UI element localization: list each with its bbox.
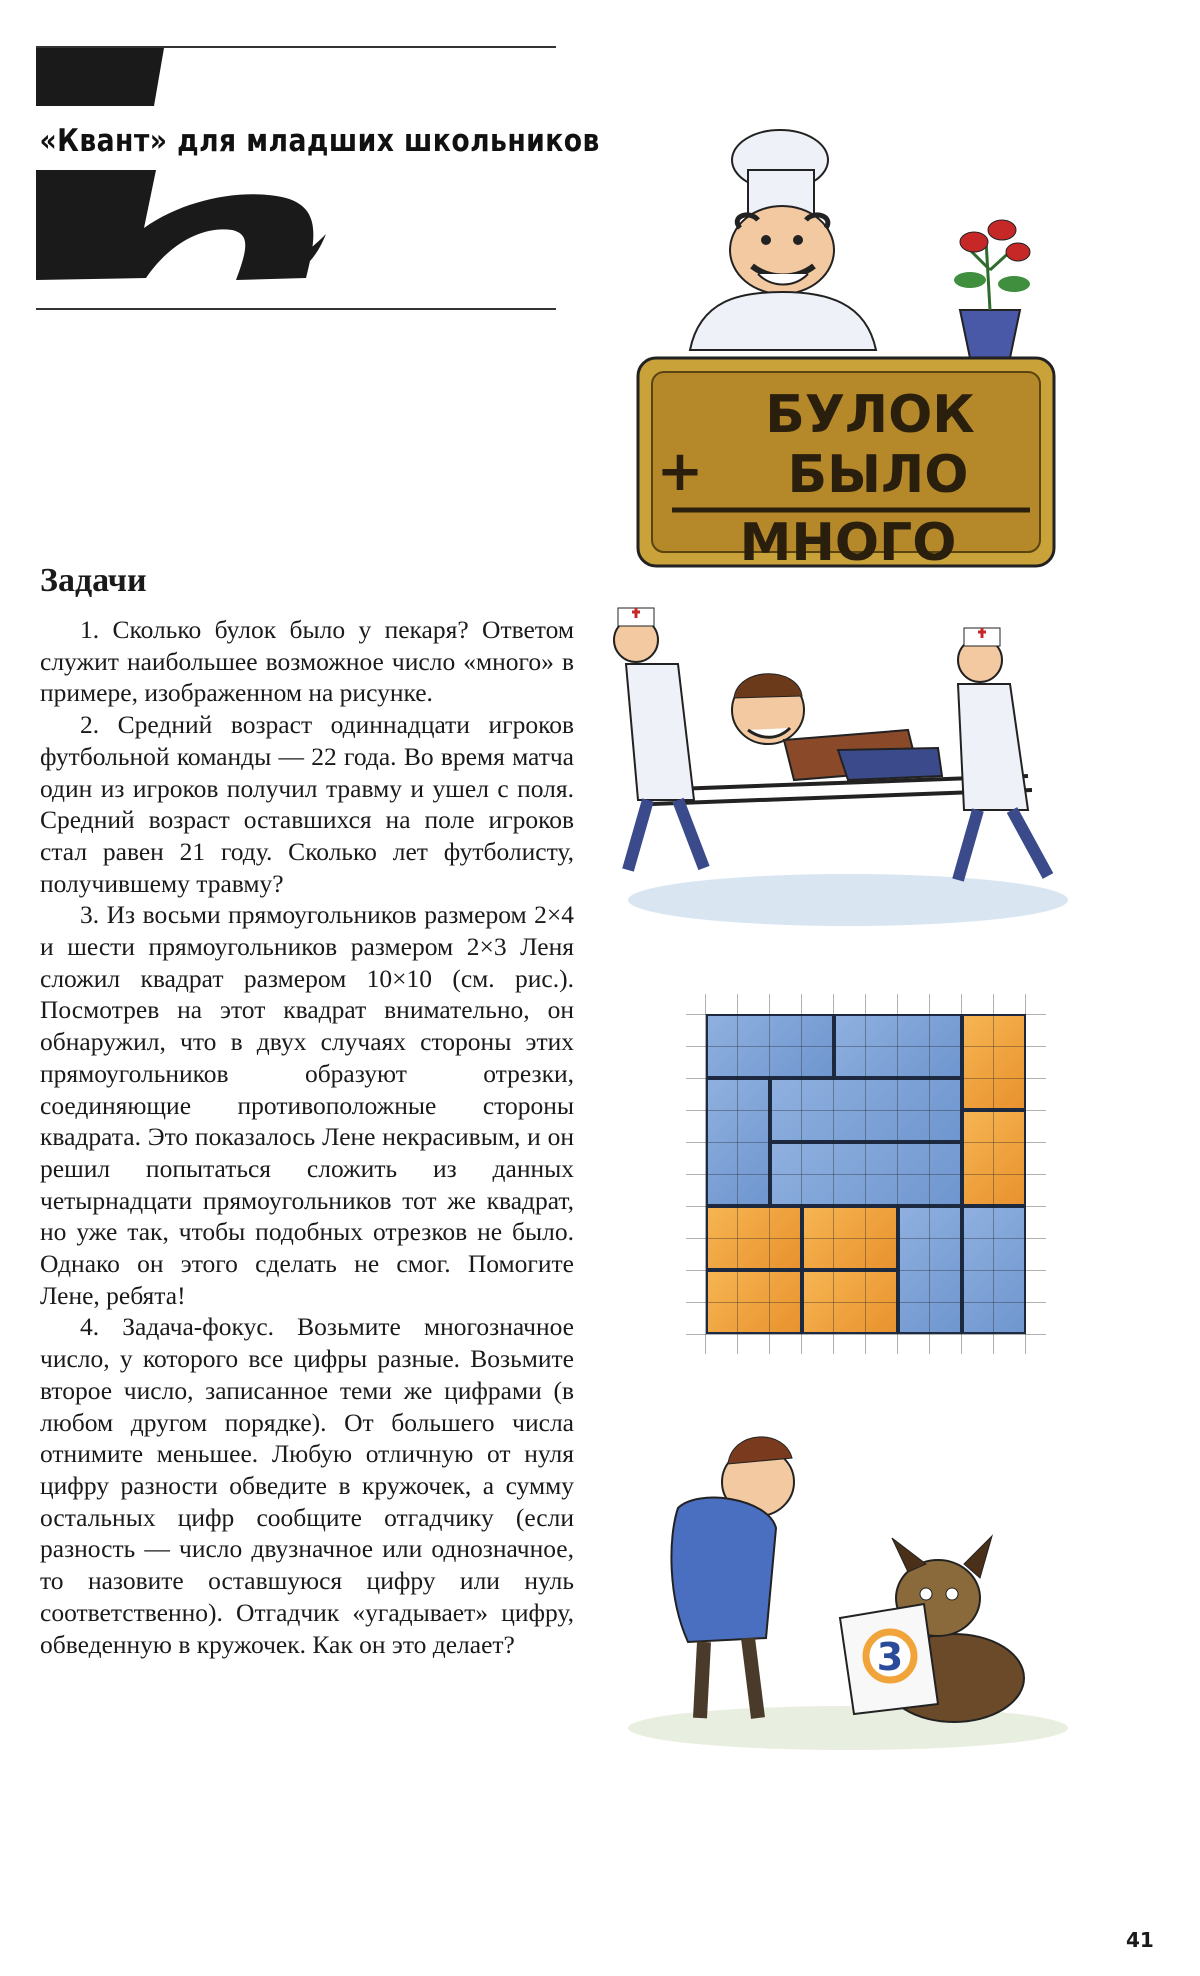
tiling-rectangle: [770, 1078, 962, 1142]
man-and-dog-illustration: [608, 1418, 1078, 1758]
tiling-rectangle: [770, 1142, 962, 1206]
sign-row-1: БУЛОК: [765, 385, 975, 445]
problem-text: Задача-фокус. Возьмите многозначное число, у которого все цифры разные. Возьмите второе число, записанное теми же цифрами (в любом другом порядке). От большего числа отнимите меньшее. Любую отличную от нуля цифру разности обведите в кружочек, а сумму остальных цифр сообщите отгадчику (если разность — число двузначное или однозначное, то назовите оставшуюся цифру или нуль соответственно). Отгадчик «угадывает» цифру, обведенную в кружочек. Как он это делает?: [40, 1312, 574, 1659]
baker-sign-illustration: [630, 120, 1070, 580]
problem-4: 4. Задача-фокус. Возьмите многозначное число, у которого все цифры разные. Возьмите второе число, записанное теми же цифрами (в любом другом порядке). От большего числа отнимите меньшее. Любую отличную от нуля цифру разности обведите в кружочек, а сумму остальных цифр сообщите отгадчику (если разность — число двузначное или однозначное, то назовите оставшуюся цифру или нуль соответственно). Отгадчик «угадывает» цифру, обведенную в кружочек. Как он это делает?: [40, 1312, 574, 1659]
kvant-k-logo: [36, 48, 336, 288]
stretcher-illustration: [608, 600, 1078, 940]
rectangle-tiling-figure: [650, 958, 1082, 1390]
problem-number: 4: [80, 1312, 93, 1342]
tiling-rectangle: [962, 1110, 1026, 1206]
problem-text: Средний возраст одиннадцати игроков футбольной команды — 22 года. Во время матча один из игроков получил травму и ушел с поля. Средний возраст оставшихся на поле игроков стал равен 21 году. Сколько лет футболисту, получившему травму?: [40, 710, 574, 898]
sign-plus: +: [656, 439, 704, 504]
rubric-title: «Квант» для младших школьников: [36, 118, 521, 164]
tiling-rectangle: [962, 1206, 1026, 1334]
problem-1: 1. Сколько булок было у пекаря? Ответом служит наибольшее возможное число «много» в примере, изображенном на рисунке.: [40, 615, 575, 708]
tiling-rectangle: [706, 1270, 802, 1334]
tiling-rectangle: [898, 1206, 962, 1334]
tiling-rectangle: [834, 1014, 962, 1078]
dog-card-digit: 3: [876, 1635, 904, 1679]
section-title: Задачи: [40, 562, 147, 599]
tiling-rectangle: [802, 1206, 898, 1270]
problem-number: 3: [80, 900, 93, 930]
problem-number: 2: [80, 710, 93, 740]
sign-row-3: МНОГО: [739, 513, 957, 573]
problems-list: [40, 614, 574, 1660]
tiling-rectangle: [706, 1014, 834, 1078]
problem-text: Сколько булок было у пекаря? Ответом служит наибольшее возможное число «много» в примере, изображенном на рисунке.: [40, 615, 575, 708]
tiling-rectangle: [706, 1206, 802, 1270]
tiling-rectangle: [962, 1014, 1026, 1110]
page-number: 41: [1126, 1928, 1154, 1952]
tiling-rectangle: [802, 1270, 898, 1334]
problem-2: 2. Средний возраст одиннадцати игроков футбольной команды — 22 года. Во время матча один из игроков получил травму и ушел с поля. Средний возраст оставшихся на поле игроков стал равен 21 году. Сколько лет футболисту, получившему травму?: [40, 710, 574, 898]
problem-3: 3. Из восьми прямоугольников размером 2×4 и шести прямоугольников размером 2×3 Леня сложил квадрат размером 10×10 (см. рис.). Посмотрев на этот квадрат внимательно, он обнаружил, что в двух случаях стороны этих прямоугольников образуют отрезки, соединяющие противоположные стороны квадрата. Это показалось Лене некрасивым, и он решил попытаться сложить из данных четырнадцати прямоугольников тот же квадрат, но уже так, чтобы подобных отрезков не было. Однако он этого сделать не смог. Помогите Лене, ребята!: [40, 900, 574, 1310]
sign-row-2: БЫЛО: [787, 445, 969, 505]
problem-text: Из восьми прямоугольников размером 2×4 и шести прямоугольников размером 2×3 Леня сложил квадрат размером 10×10 (см. рис.). Посмотрев на этот квадрат внимательно, он обнаружил, что в двух случаях стороны этих прямоугольников образуют отрезки, соединяющие противоположные стороны квадрата. Это показалось Лене некрасивым, и он решил попытаться сложить из данных четырнадцати прямоугольников тот же квадрат, но уже так, чтобы подобных отрезков не было. Однако он этого сделать не смог. Помогите Лене, ребята!: [40, 900, 574, 1310]
header-bottom-rule: [36, 308, 556, 310]
tiling-rectangle: [706, 1078, 770, 1206]
tiling-square: [650, 958, 1082, 1390]
problem-number: 1: [80, 615, 93, 644]
